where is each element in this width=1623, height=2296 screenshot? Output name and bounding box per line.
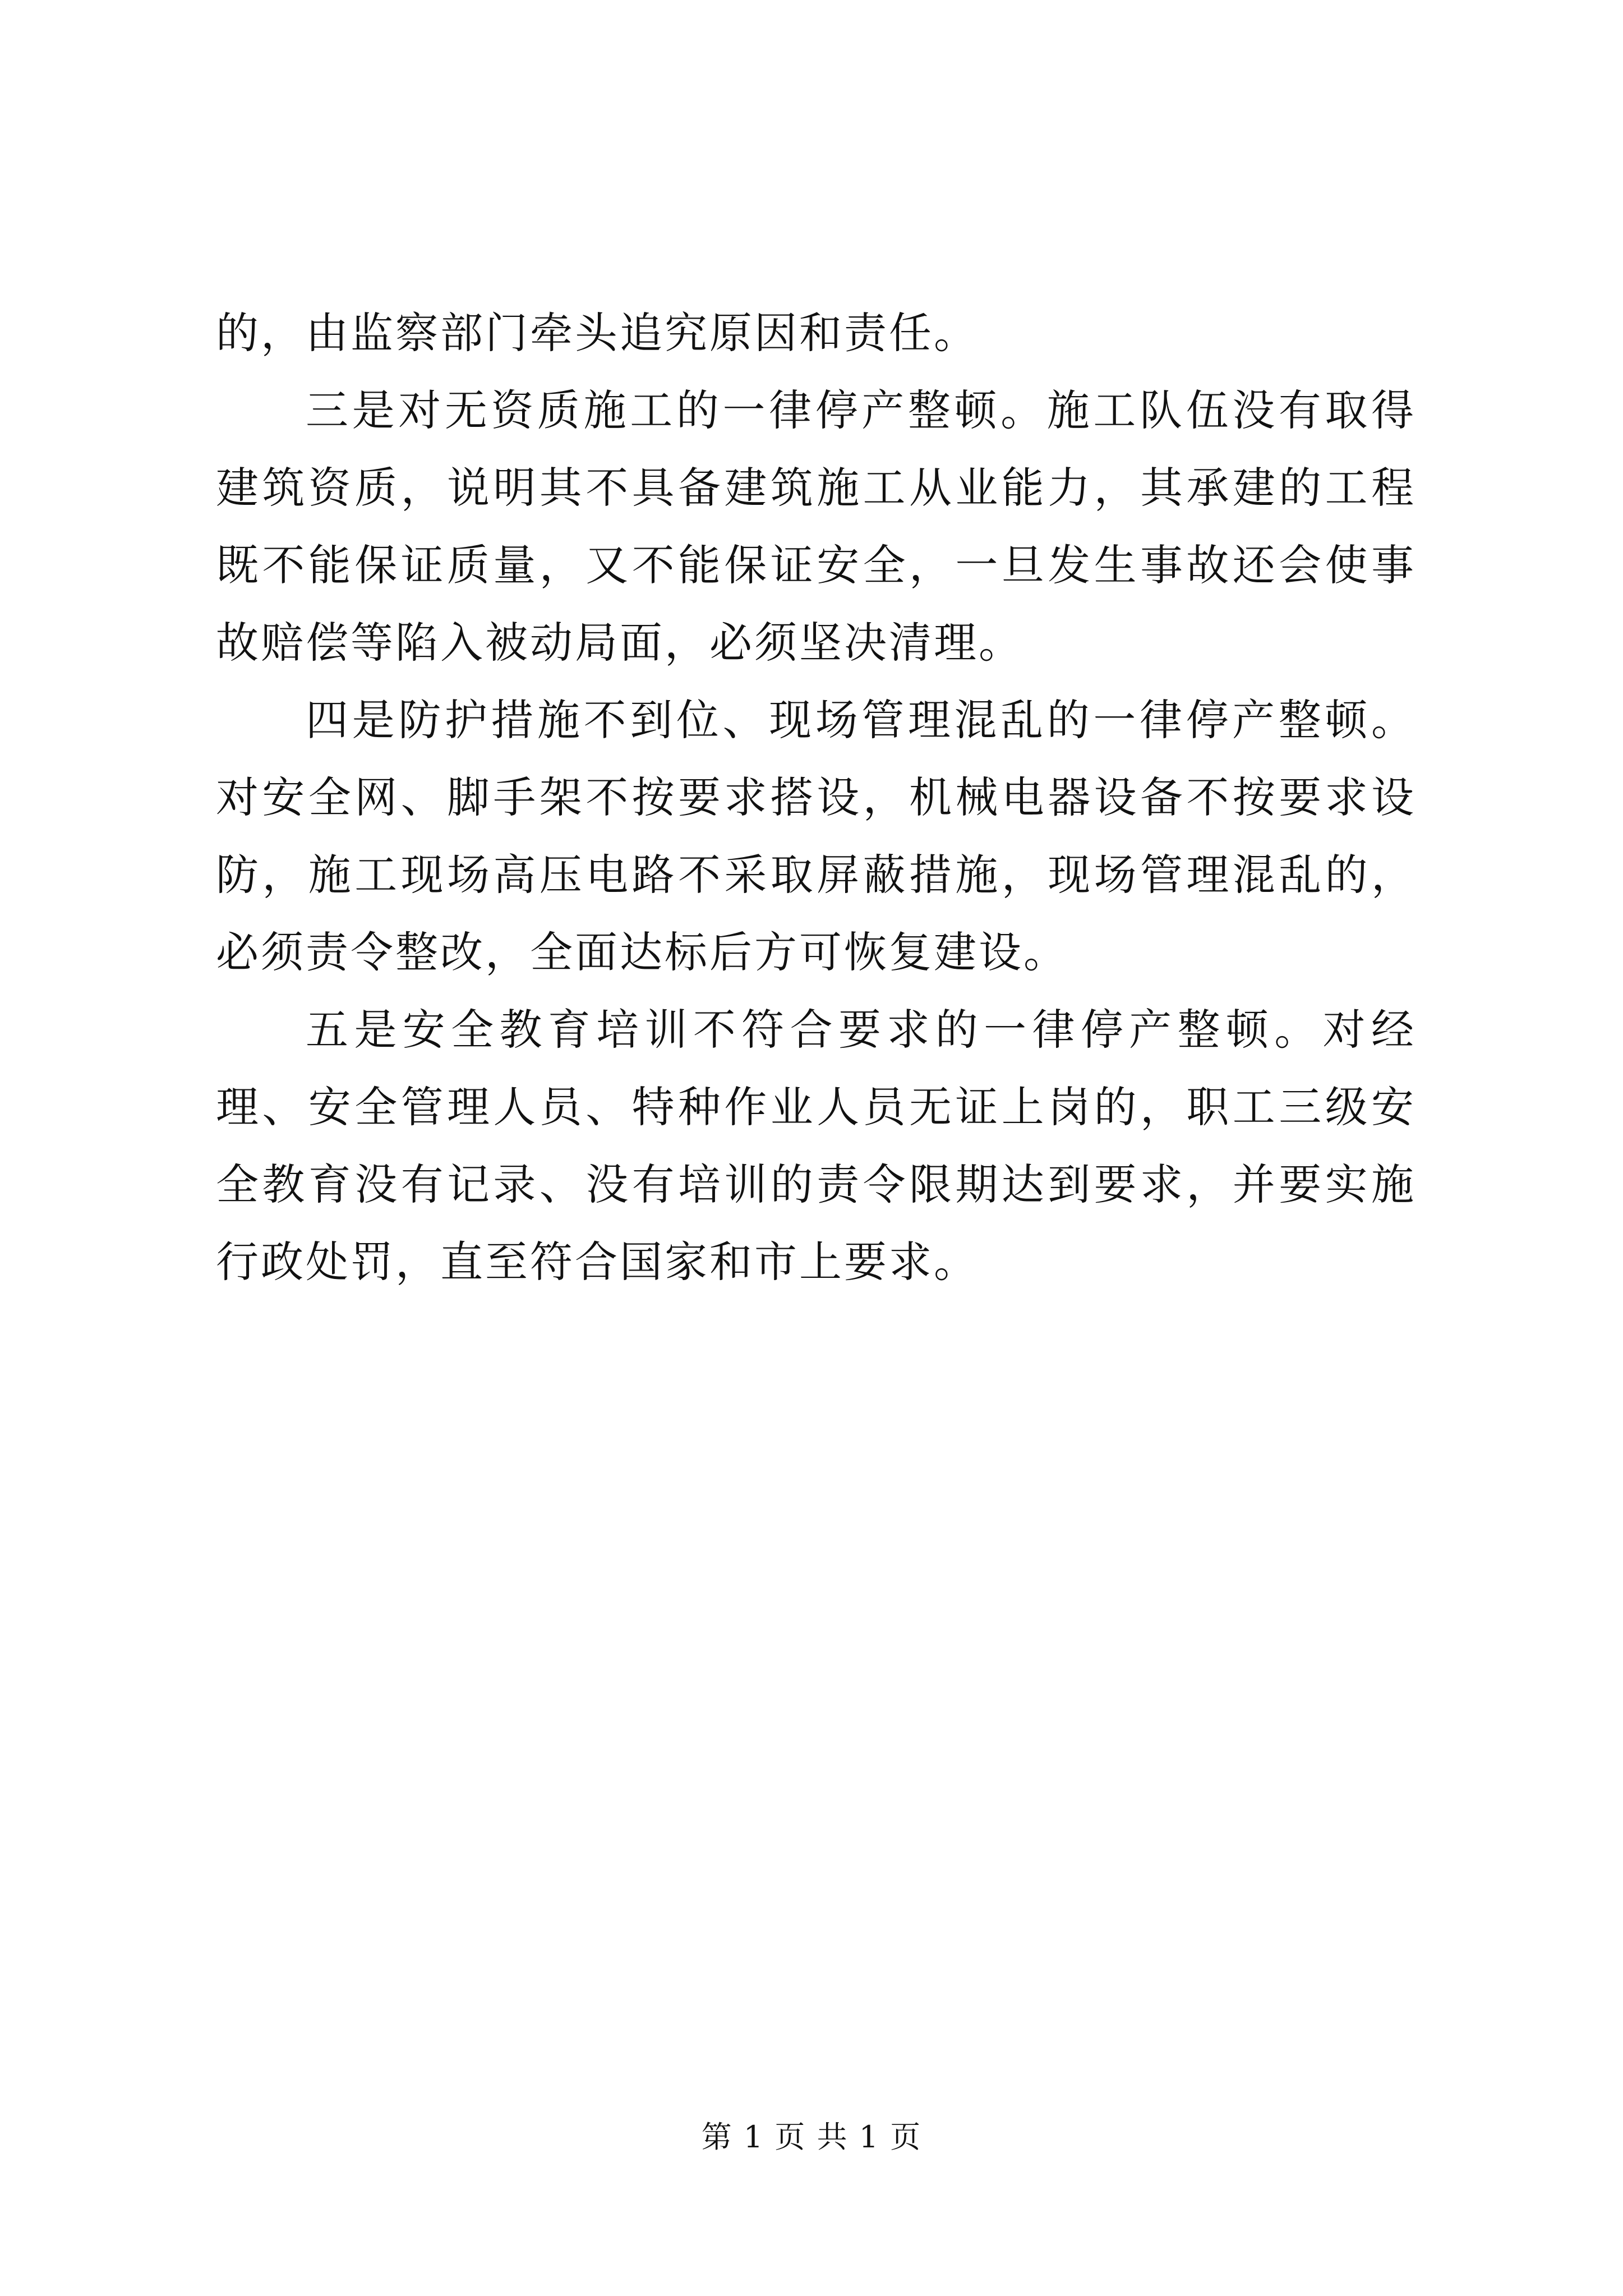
page-number-footer: 第 1 页 共 1 页: [701, 2119, 922, 2155]
paragraph-item-four: 四是防护措施不到位、现场管理混乱的一律停产整顿。对安全网、脚手架不按要求搭设，机械电器设备不按要求设防，施工现场高压电路不采取屏蔽措施，现场管理混乱的，必须责令整改，全面达标后方可恢复建设。: [216, 695, 1416, 977]
paragraph-continuation: 的，由监察部门牵头追究原因和责任。: [216, 308, 979, 358]
document-body: [216, 295, 1416, 1301]
paragraph-item-five: 五是安全教育培训不符合要求的一律停产整顿。对经理、安全管理人员、特种作业人员无证上岗的，职工三级安全教育没有记录、没有培训的责令限期达到要求，并要实施行政处罚，直至符合国家和市上要求。: [216, 1005, 1416, 1287]
paragraph-item-three: 三是对无资质施工的一律停产整顿。施工队伍没有取得建筑资质，说明其不具备建筑施工从业能力，其承建的工程既不能保证质量，又不能保证安全，一旦发生事故还会使事故赔偿等陷入被动局面，必须坚决清理。: [216, 385, 1416, 668]
